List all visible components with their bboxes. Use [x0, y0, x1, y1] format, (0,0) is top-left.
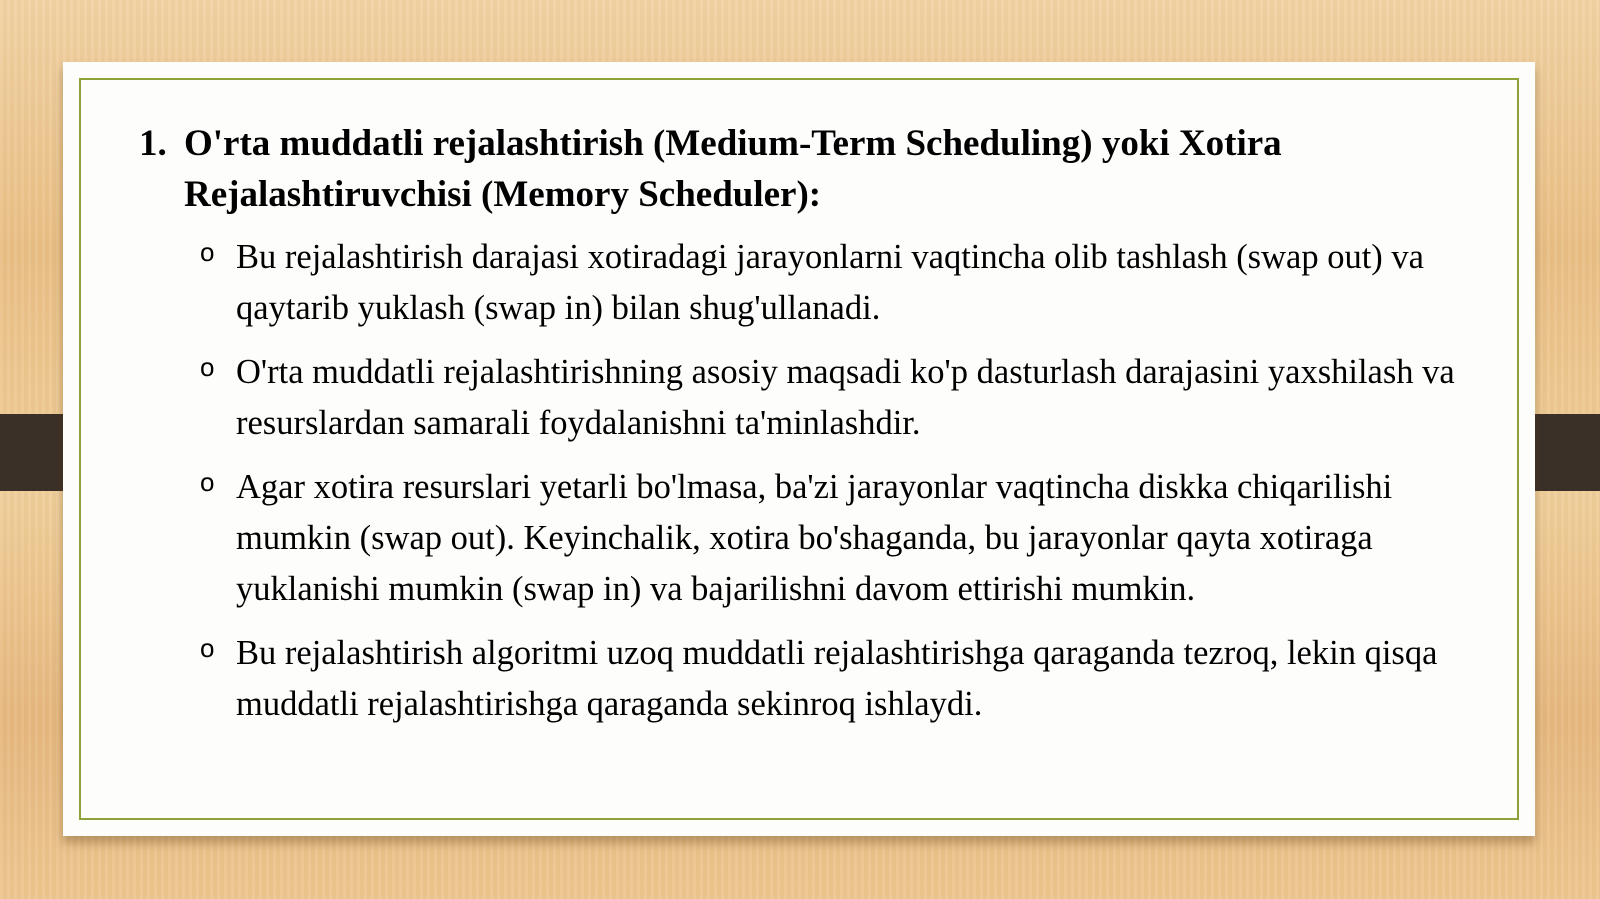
list-item — [200, 232, 1479, 334]
heading-number: 1. — [139, 123, 167, 164]
bullet-icon: o — [200, 633, 215, 663]
list-item — [200, 462, 1479, 615]
slide-card — [63, 62, 1535, 836]
bullet-text: O'rta muddatli rejalashtirishning asosiy maqsadi ko'p dasturlash darajasini yaxshilash va resurslardan samarali foydalanishni ta'minlashdir. — [236, 353, 1455, 442]
bullet-icon: o — [200, 352, 215, 382]
heading-text: O'rta muddatli rejalashtirish (Medium-Term Scheduling) yoki Xotira Rejalashtiruvchisi (Memory Scheduler): — [184, 123, 1282, 215]
bullet-text: Agar xotira resurslari yetarli bo'lmasa, ba'zi jarayonlar vaqtincha diskka chiqarilishi mumkin (swap out). Keyinchalik, xotira bo'shaganda, bu jarayonlar qayta xotiraga yuklanishi mumkin (swap in) va bajarilishni davom ettirishi mumkin. — [236, 468, 1393, 608]
slide-content — [139, 118, 1479, 743]
bullet-icon: o — [200, 237, 215, 267]
bullet-text: Bu rejalashtirish algoritmi uzoq muddatli rejalashtirishga qaraganda tezroq, lekin qisqa muddatli rejalashtirishga qaraganda sekinroq ishlaydi. — [236, 634, 1438, 723]
bullet-list — [139, 232, 1479, 730]
bullet-text: Bu rejalashtirish darajasi xotiradagi jarayonlarni vaqtincha olib tashlash (swap out) va qaytarib yuklash (swap in) bilan shug'ullanadi. — [236, 238, 1424, 327]
list-item — [200, 347, 1479, 449]
bullet-icon: o — [200, 467, 215, 497]
slide-heading — [139, 118, 1479, 220]
list-item — [200, 628, 1479, 730]
